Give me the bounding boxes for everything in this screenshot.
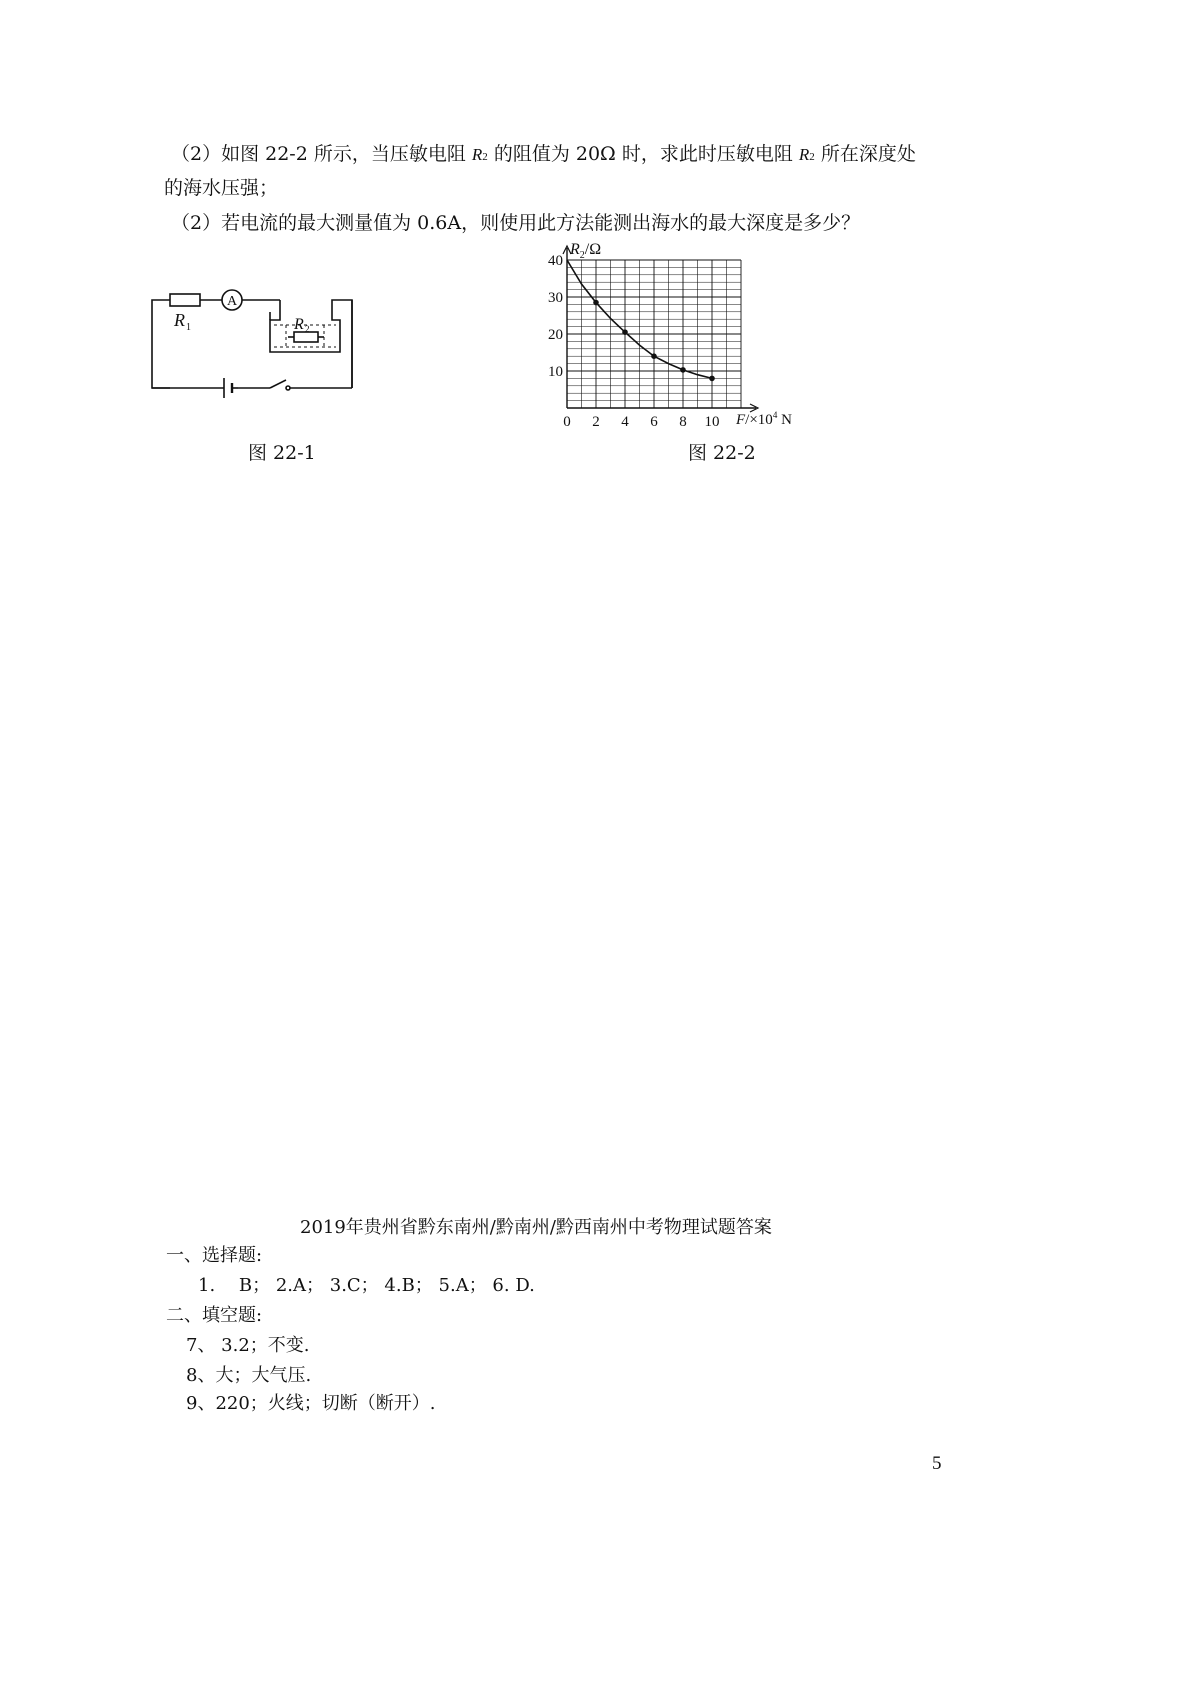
answer-8: 8、大；大气压.	[186, 1365, 312, 1386]
x-tick-label: 0	[563, 414, 571, 430]
r2-force-chart	[530, 238, 810, 438]
ammeter-label: A	[226, 294, 238, 309]
y-tick-label: 20	[548, 327, 563, 343]
figure1-caption: 图 22-1	[248, 442, 316, 464]
question-2b: （2）若电流的最大测量值为 0.6A，则使用此方法能测出海水的最大深度是多少？	[171, 212, 861, 234]
r2-label-sub: 2	[305, 324, 310, 334]
chart-axes	[563, 246, 758, 412]
question-2a-line2: 的海水压强；	[164, 177, 279, 199]
x-tick-label: 4	[621, 414, 629, 430]
resistor-r1	[170, 294, 200, 306]
x-tick-label: 2	[592, 414, 600, 430]
data-point	[593, 300, 599, 306]
y-axis-label: $R_2/\Omega$	[570, 241, 602, 261]
switch-blade	[270, 380, 286, 388]
y-tick-label: 10	[548, 364, 563, 380]
y-tick-label: 40	[548, 253, 563, 269]
figure2-caption: 图 22-2	[688, 442, 756, 464]
water-container	[270, 300, 352, 388]
answers-title: 2019年贵州省黔东南州/黔南州/黔西南州中考物理试题答案	[300, 1217, 772, 1238]
answer-9: 9、220；火线；切断（断开）.	[186, 1393, 436, 1414]
data-point	[709, 376, 715, 382]
x-tick-label: 10	[704, 414, 720, 430]
question-2a-line1: （2）如图 22-2 所示，当压敏电阻 R2 的阻值为 20Ω 时，求此时压敏电阻 R2 所在深度处	[171, 143, 916, 165]
chart-grid	[567, 260, 741, 408]
x-axis-label: $F/\times 10^4$ N	[736, 410, 792, 428]
answer-7: 7、 3.2；不变.	[186, 1335, 310, 1356]
answers-section2: 二、填空题:	[166, 1305, 263, 1326]
answers-choice-line: 1. B； 2.A； 3.C； 4.B； 5.A； 6. D.	[198, 1275, 535, 1296]
wire-left	[152, 300, 170, 388]
switch-contact	[286, 386, 290, 390]
r1-label-sub: 1	[186, 322, 191, 333]
answers-section1: 一、选择题:	[166, 1245, 263, 1266]
page-number: 5	[932, 1453, 942, 1474]
circuit-diagram	[140, 270, 380, 420]
data-point	[622, 329, 628, 335]
r2-label: R	[294, 316, 304, 333]
data-point	[651, 353, 657, 359]
x-tick-label: 8	[679, 414, 687, 430]
y-tick-label: 30	[548, 290, 563, 306]
r1-label: R	[174, 310, 185, 330]
x-tick-label: 6	[650, 414, 658, 430]
data-point	[680, 367, 686, 373]
